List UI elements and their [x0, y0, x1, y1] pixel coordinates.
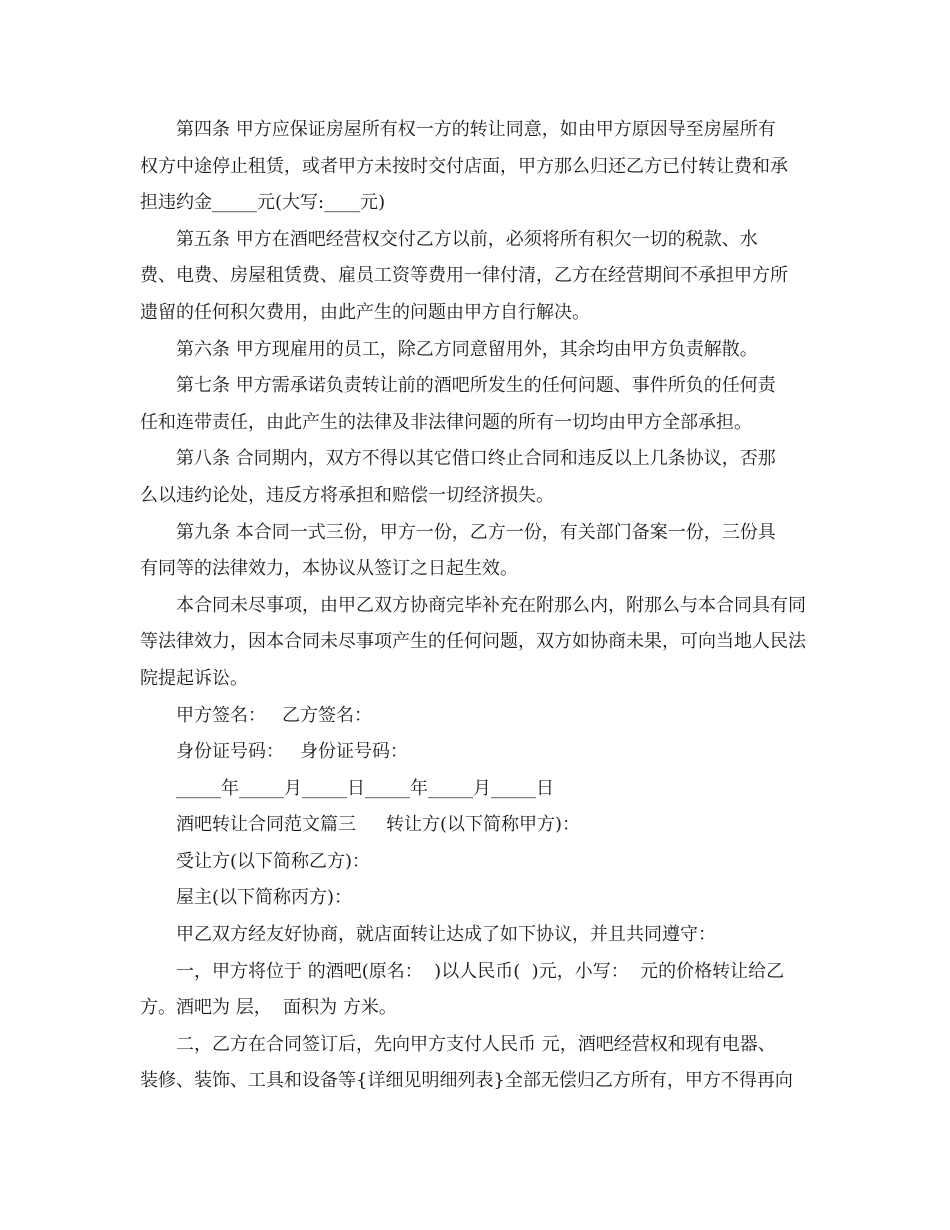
text-line: 装修、装饰、工具和设备等{详细见明细列表}全部无偿归乙方所有，甲方不得再向 [140, 1070, 793, 1092]
text-line: 二，乙方在合同签订后，先向甲方支付人民币 元，酒吧经营权和现有电器、 [176, 1033, 776, 1055]
text-line: 甲乙双方经友好协商，就店面转让达成了如下协议，并且共同遵守： [176, 924, 716, 946]
text-line: 任和连带责任，由此产生的法律及非法律问题的所有一切均由甲方全部承担。 [140, 411, 752, 433]
text-line: 第四条 甲方应保证房屋所有权一方的转让同意，如由甲方原因导至房屋所有 [176, 119, 776, 140]
contract-part-three [140, 844, 820, 1100]
section-title: 酒吧转让合同范文篇三 [176, 814, 356, 836]
text-line: 遗留的任何积欠费用，由此产生的问题由甲方自行解决。 [140, 301, 590, 323]
text-line: 等法律效力，因本合同未尽事项产生的任何问题，双方如协商未果，可向当地人民法 [140, 631, 806, 653]
document-page [140, 112, 820, 1100]
text-line: 担违约金_____元(大写:____元) [140, 192, 386, 214]
text-line: 第八条 合同期内，双方不得以其它借口终止合同和违反以上几条协议，否那 [176, 448, 776, 470]
text-line: 第九条 本合同一式三份，甲方一份，乙方一份，有关部门备案一份，三份具 [176, 521, 776, 543]
party-b-id-label: 身份证号码： [300, 741, 408, 763]
text-line: 么以违约论处，违反方将承担和赔偿一切经济损失。 [140, 484, 554, 506]
text-line: 第七条 甲方需承诺负责转让前的酒吧所发生的任何问题、事件所负的任何责 [176, 375, 776, 397]
signature-id-row [140, 734, 820, 771]
text-line: 受让方(以下简称乙方)： [176, 850, 371, 872]
text-line: 本合同未尽事项，由甲乙双方协商完毕补充在附那么内，附那么与本合同具有同 [176, 594, 806, 616]
contract-clauses [140, 112, 820, 698]
section-heading-row [140, 807, 820, 844]
party-a-signature-label: 甲方签名： [176, 704, 266, 726]
party-a-id-label: 身份证号码： [176, 741, 284, 763]
text-line: 一，甲方将位于 的酒吧(原名： )以人民币( )元，小写： 元的价格转让给乙 [176, 960, 785, 982]
signature-names-row [140, 698, 820, 735]
party-b-signature-label: 乙方签名： [282, 704, 372, 726]
text-line: 院提起诉讼。 [140, 667, 248, 689]
text-line: 屋主(以下简称丙方)： [176, 887, 353, 909]
text-line: 权方中途停止租赁，或者甲方未按时交付店面，甲方那么归还乙方已付转让费和承 [140, 155, 788, 177]
text-line: 第五条 甲方在酒吧经营权交付乙方以前，必须将所有积欠一切的税款、水 [176, 228, 758, 250]
date-line: _____年_____月_____日_____年_____月_____日 [176, 777, 554, 799]
text-line: 有同等的法律效力，本协议从签订之日起生效。 [140, 558, 518, 580]
transferor-label: 转让方(以下简称甲方)： [386, 814, 581, 836]
text-line: 第六条 甲方现雇用的员工，除乙方同意留用外，其余均由甲方负责解散。 [176, 338, 758, 360]
text-line: 方。酒吧为 层， 面积为 方米。 [140, 997, 397, 1019]
text-line: 费、电费、房屋租赁费、雇员工资等费用一律付清，乙方在经营期间不承担甲方所 [140, 265, 788, 287]
